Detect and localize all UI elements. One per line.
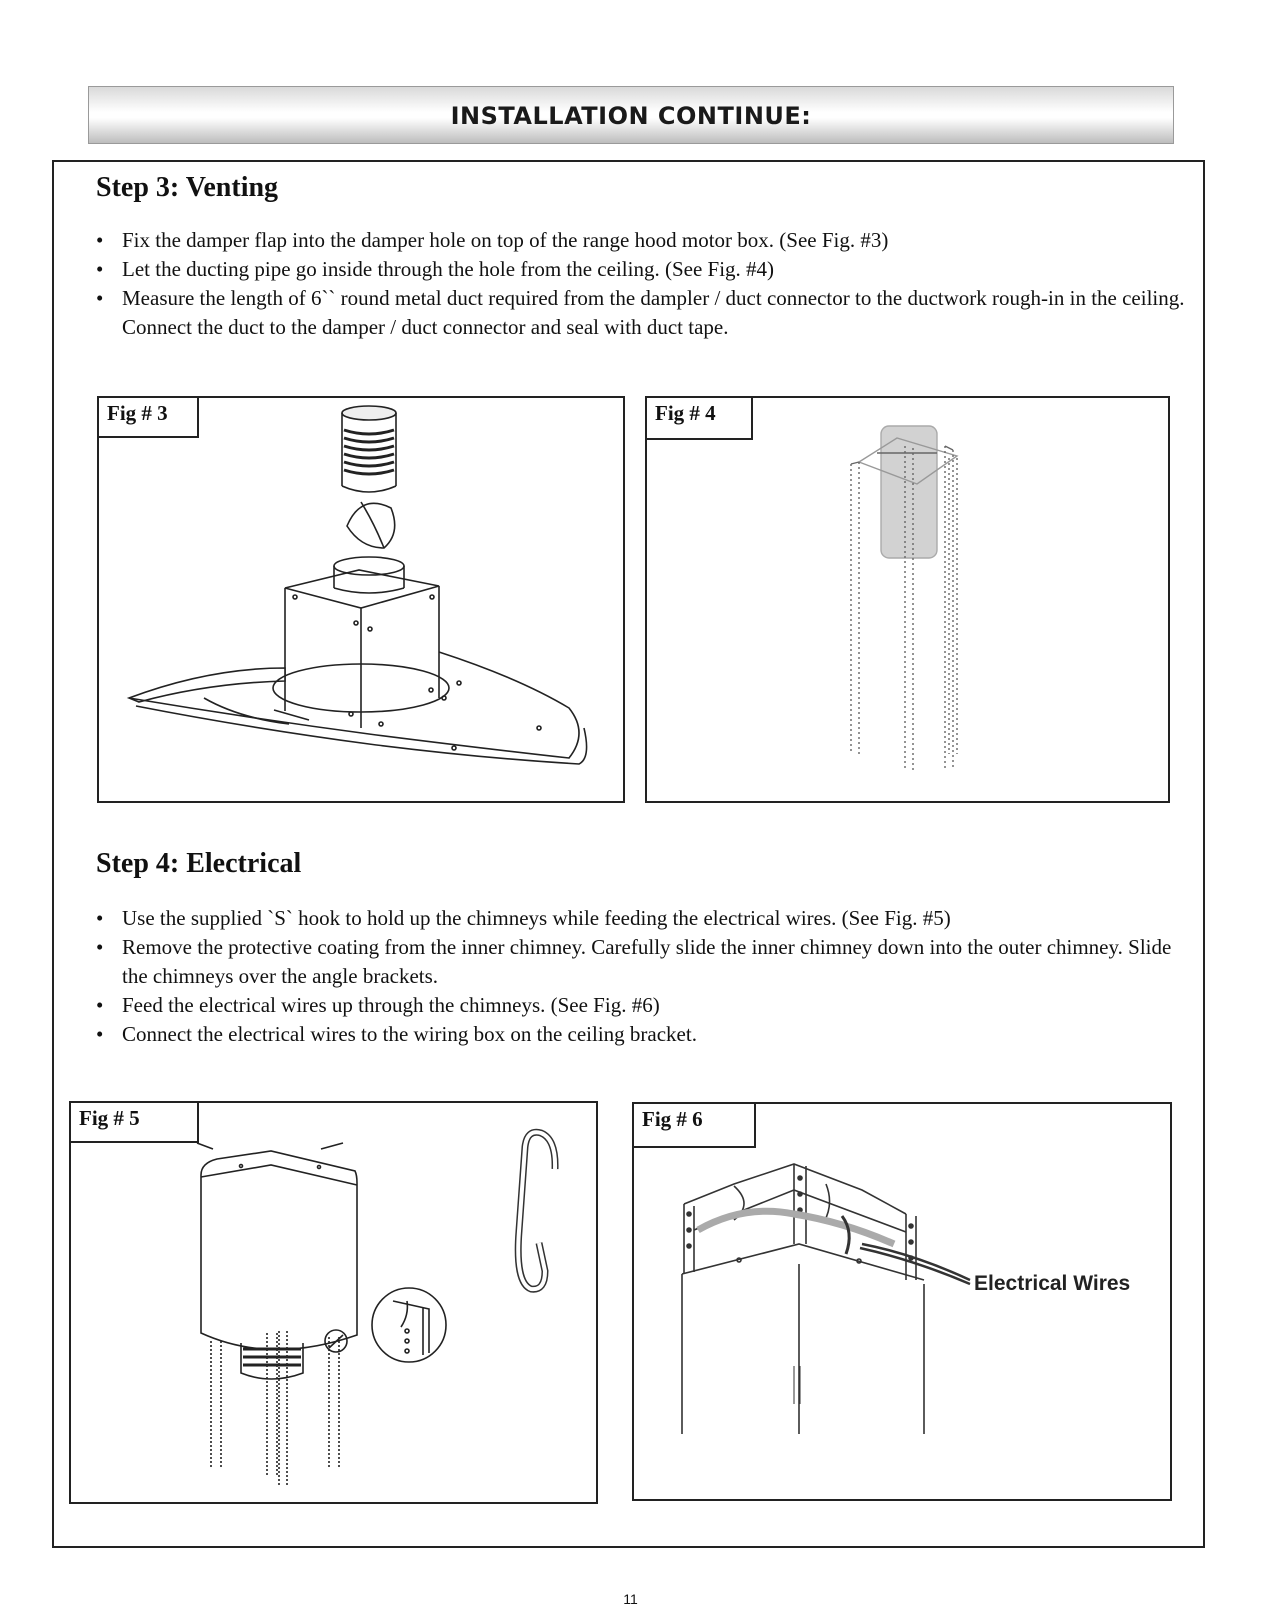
fig5-label: Fig # 5	[69, 1101, 199, 1143]
fig4-label: Fig # 4	[645, 396, 753, 440]
fig5-illustration	[71, 1103, 596, 1502]
fig6-label: Fig # 6	[632, 1102, 756, 1148]
step3-title: Step 3: Venting	[96, 172, 279, 203]
fig3-illustration	[99, 398, 623, 801]
section-header-banner	[88, 86, 1174, 144]
fig4-panel	[645, 396, 1170, 803]
fig3-panel	[97, 396, 625, 803]
page-number: 11	[623, 1591, 638, 1607]
step4-title: Step 4: Electrical	[96, 848, 302, 879]
step3-bullet: • Fix the damper flap into the damper hole on top of the range hood motor box. (See Fig. #3)	[96, 226, 1186, 255]
fig6-panel	[632, 1102, 1172, 1501]
step4-bullet: • Connect the electrical wires to the wiring box on the ceiling bracket.	[96, 1020, 1191, 1049]
fig3-label: Fig # 3	[97, 396, 199, 438]
fig4-illustration	[647, 398, 1168, 801]
fig6-illustration	[634, 1104, 1170, 1499]
step3-bullet-list	[96, 226, 1186, 342]
step3-bullet: • Measure the length of 6`` round metal duct required from the dampler / duct connector to the ductwork rough-in in the ceiling. Connect the duct to the damper / duct connector and seal with duct tape.	[96, 284, 1186, 342]
step4-bullet: • Use the supplied `S` hook to hold up the chimneys while feeding the electrical wires. (See Fig. #5)	[96, 904, 1191, 933]
step4-bullet-list	[96, 904, 1191, 1049]
fig6-callout-electrical-wires: Electrical Wires	[974, 1272, 1131, 1295]
fig5-panel	[69, 1101, 598, 1504]
step4-bullet: • Remove the protective coating from the inner chimney. Carefully slide the inner chimney down into the outer chimney. Slide the chimneys over the angle brackets.	[96, 933, 1191, 991]
step3-bullet: • Let the ducting pipe go inside through the hole from the ceiling. (See Fig. #4)	[96, 255, 1186, 284]
section-header-title: INSTALLATION CONTINUE:	[450, 102, 812, 130]
step4-bullet: • Feed the electrical wires up through the chimneys. (See Fig. #6)	[96, 991, 1191, 1020]
